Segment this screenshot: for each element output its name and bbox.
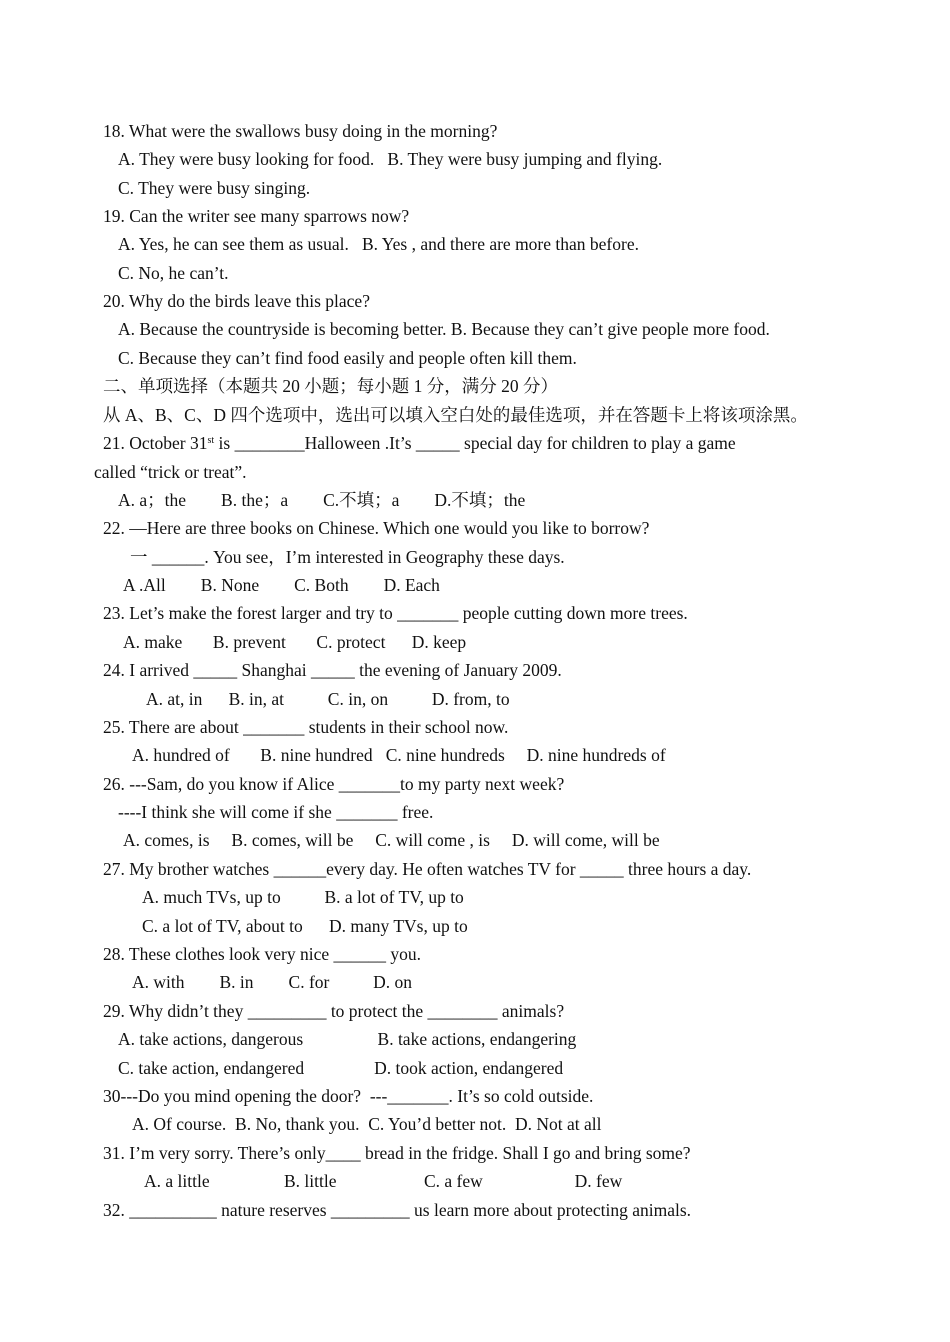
question-21-suffix: is ________Halloween .It’s _____ special day for children to play a game — [214, 433, 736, 453]
question-30: 30---Do you mind opening the door? ---_______. It’s so cold outside. — [103, 1086, 594, 1106]
question-25: 25. There are about _______ students in their school now. — [103, 717, 509, 737]
question-22: 22. —Here are three books on Chinese. Which one would you like to borrow? — [103, 518, 650, 538]
question-18-option-c: C. They were busy singing. — [118, 178, 311, 198]
question-19-option-c: C. No, he can’t. — [118, 263, 229, 283]
question-21-superscript: st — [207, 435, 215, 446]
question-29-options-ab: A. take actions, dangerous B. take actions, endangering — [118, 1029, 577, 1049]
question-25-options: A. hundred of B. nine hundred C. nine hundreds D. nine hundreds of — [132, 745, 666, 765]
question-20-option-c: C. Because they can’t find food easily and people often kill them. — [118, 348, 577, 368]
question-20-options-ab: A. Because the countryside is becoming better. B. Because they can’t give people more food. — [118, 319, 770, 339]
question-21-prefix: 21. October 31 — [103, 433, 208, 453]
question-31-options: A. a little B. little C. a few D. few — [144, 1171, 623, 1191]
section-heading: 二、单项选择（本题共 20 小题；每小题 1 分，满分 20 分） — [103, 376, 558, 396]
question-19: 19. Can the writer see many sparrows now? — [103, 206, 410, 226]
question-23-options: A. make B. prevent C. protect D. keep — [123, 632, 467, 652]
question-24: 24. I arrived _____ Shanghai _____ the evening of January 2009. — [103, 660, 562, 680]
question-31: 31. I’m very sorry. There’s only____ bread in the fridge. Shall I go and bring some? — [103, 1143, 691, 1163]
question-32: 32. __________ nature reserves _________ us learn more about protecting animals. — [103, 1200, 692, 1220]
question-18-options-ab: A. They were busy looking for food. B. They were busy jumping and flying. — [118, 149, 663, 169]
question-28: 28. These clothes look very nice ______ you. — [103, 944, 422, 964]
question-27: 27. My brother watches ______every day. He often watches TV for _____ three hours a day. — [103, 859, 752, 879]
question-30-options: A. Of course. B. No, thank you. C. You’d better not. D. Not at all — [132, 1114, 602, 1134]
question-29: 29. Why didn’t they _________ to protect the ________ animals? — [103, 1001, 565, 1021]
question-27-options-ab: A. much TVs, up to B. a lot of TV, up to — [142, 887, 464, 907]
question-18: 18. What were the swallows busy doing in the morning? — [103, 121, 498, 141]
question-21-options: A. a；the B. the；a C.不填；a D.不填；the — [118, 490, 526, 510]
question-22-options: A .All B. None C. Both D. Each — [123, 575, 440, 595]
question-26: 26. ---Sam, do you know if Alice _______to my party next week? — [103, 774, 565, 794]
question-19-options-ab: A. Yes, he can see them as usual. B. Yes , and there are more than before. — [118, 234, 639, 254]
question-27-options-cd: C. a lot of TV, about to D. many TVs, up to — [142, 916, 468, 936]
question-23: 23. Let’s make the forest larger and try to _______ people cutting down more trees. — [103, 603, 688, 623]
question-28-options: A. with B. in C. for D. on — [132, 972, 412, 992]
question-22-reply: 一 ______. You see，I’m interested in Geography these days. — [130, 547, 565, 567]
question-24-options: A. at, in B. in, at C. in, on D. from, to — [146, 689, 510, 709]
question-26-options: A. comes, is B. comes, will be C. will come , is D. will come, will be — [123, 830, 660, 850]
question-21-continued: called “trick or treat”. — [94, 462, 247, 482]
question-26-reply: ----I think she will come if she _______ free. — [118, 802, 434, 822]
section-instructions: 从 A、B、C、D 四个选项中，选出可以填入空白处的最佳选项，并在答题卡上将该项涂黑。 — [103, 405, 808, 425]
question-20: 20. Why do the birds leave this place? — [103, 291, 370, 311]
question-21 — [103, 432, 736, 454]
question-29-options-cd: C. take action, endangered D. took action, endangered — [118, 1058, 564, 1078]
